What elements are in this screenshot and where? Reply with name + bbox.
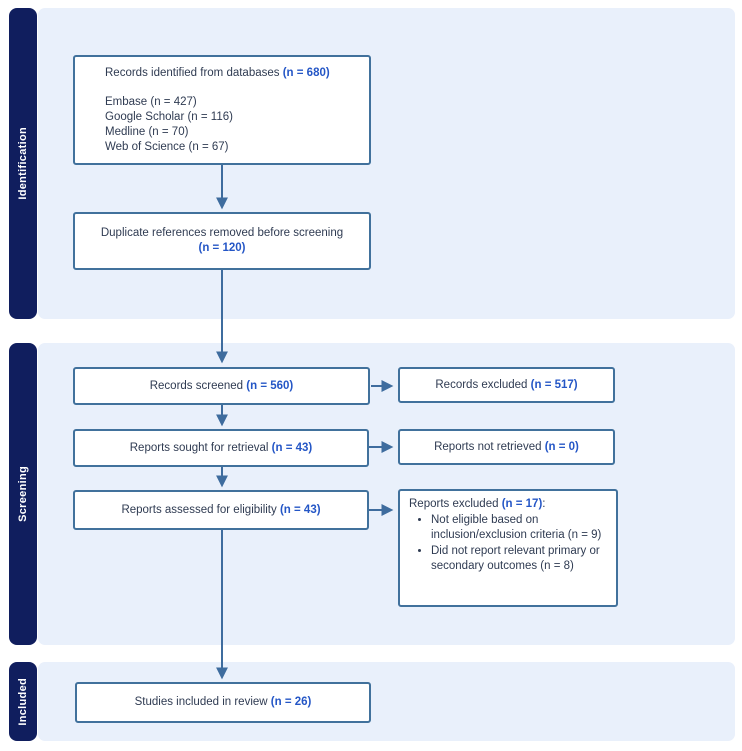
studies-included-text [135,695,312,710]
studies-included-box [75,682,371,723]
database-item: Medline (n = 70) [105,126,189,138]
records-identified-count: (n = 680) [282,67,330,79]
reports-sought-text [130,441,313,456]
duplicates-removed-count: (n = 120) [198,242,246,254]
records-excluded-box [398,367,615,403]
records-identified-title [105,66,363,81]
records-excluded-count: (n = 517) [530,378,578,391]
reports-assessed-count: (n = 43) [279,503,321,516]
identification-stage-bar [9,8,37,319]
exclusion-reason: • Not eligible based on inclusion/exclusion criteria (n = 9) [431,513,610,543]
duplicates-removed-text [101,226,343,256]
records-excluded-label: Records excluded [435,378,528,391]
records-screened-label: Records screened [149,379,244,392]
records-screened-text [150,379,294,394]
duplicates-removed-label: Duplicate references removed before screening [100,227,344,239]
reports-not-retrieved-text [434,440,579,455]
reports-sought-count: (n = 43) [271,441,313,454]
identification-stage-label: Identification [17,127,29,200]
records-screened-box [73,367,370,405]
reports-excluded-box [398,489,618,607]
screening-stage-bar [9,343,37,645]
reports-assessed-box [73,490,369,530]
records-identified-label: Records identified from databases [105,67,280,79]
reports-excluded-suffix: : [542,498,546,510]
exclusion-reason-list [409,513,610,574]
reports-excluded-title [409,497,610,512]
exclusion-reason: • Did not report relevant primary or secondary outcomes (n = 8) [431,544,610,574]
records-excluded-text [435,378,577,393]
database-item: Embase (n = 427) [105,96,197,108]
screening-stage-label: Screening [17,466,29,522]
reports-sought-box [73,429,369,467]
included-stage-label: Included [17,677,29,726]
records-screened-count: (n = 560) [246,379,294,392]
reports-excluded-count: (n = 17) [501,498,543,510]
reports-sought-label: Reports sought for retrieval [129,441,269,454]
reports-not-retrieved-box [398,429,615,465]
reports-assessed-label: Reports assessed for eligibility [121,503,277,516]
studies-included-count: (n = 26) [270,696,312,708]
reports-assessed-text [121,503,320,518]
reports-not-retrieved-count: (n = 0) [544,440,579,453]
records-identified-box [73,55,371,165]
database-list [105,95,363,155]
database-item: Google Scholar (n = 116) [105,111,233,123]
reports-not-retrieved-label: Reports not retrieved [434,440,542,453]
included-stage-bar [9,662,37,741]
reports-excluded-label: Reports excluded [409,498,499,510]
database-item: Web of Science (n = 67) [105,141,229,153]
duplicates-removed-box [73,212,371,270]
studies-included-label: Studies included in review [134,696,268,708]
